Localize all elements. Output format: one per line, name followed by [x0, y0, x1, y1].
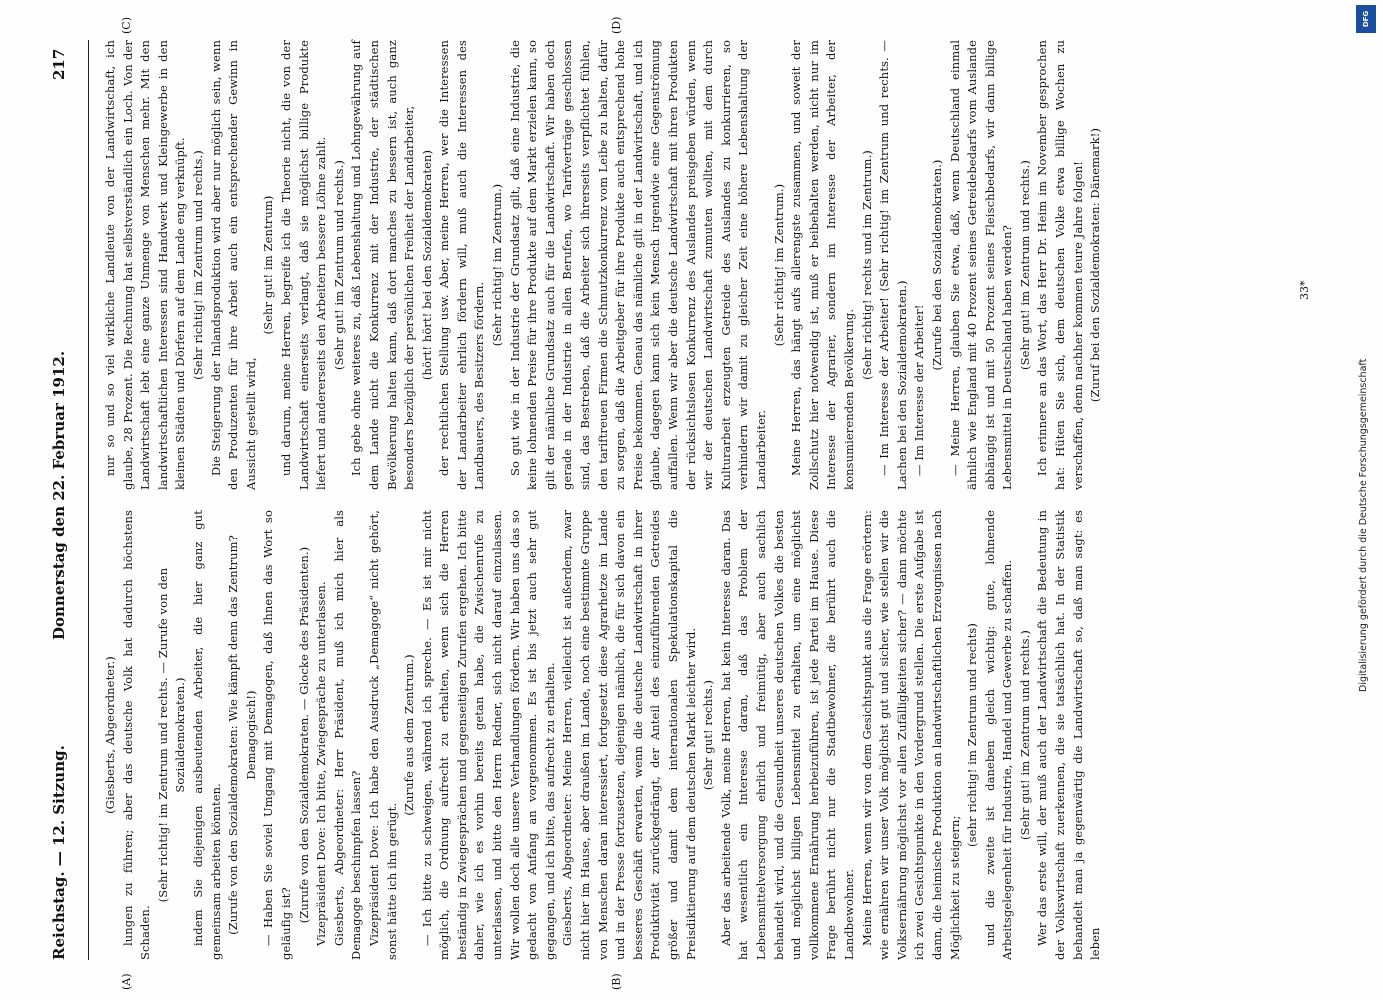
left-column-paragraph: — Haben Sie soviel Umgang mit Demagogen, daß Ihnen das Wort so geläufig ist?: [261, 510, 293, 960]
right-column-paragraph: (Zuruf bei den Sozialdemokraten: Dänemark!): [1088, 127, 1103, 403]
right-column-paragraph: (Sehr gut! im Zentrum und rechts.): [1017, 160, 1032, 370]
rotated-scan-content: [50, 16, 1350, 990]
right-column-paragraph: (Sehr richtig! im Zentrum.): [490, 183, 505, 347]
left-column-paragraph: Vizepräsident Dove: Ich bitte, Zwiegespräche zu unterlassen.: [314, 581, 329, 946]
right-column-paragraph: — Im Interesse der Arbeiter! (Sehr richtig! im Zentrum und rechts. — Lachen bei den Sozialdemokraten.): [877, 40, 909, 490]
left-column-paragraph: (Zurufe aus dem Zentrum.): [402, 654, 417, 816]
left-column-paragraph: indem Sie diejenigen ausbeutenden Arbeiter, die hier ganz gut gemeinsam arbeiten könnten.: [190, 510, 223, 960]
right-column-paragraph: So gut wie in der Industrie der Grundsatz gilt, daß eine Industrie, die keine lohnenden Preise für ihre Produkte auf dem Markt erzielen kann, so gilt der nämliche Grundsatz auch für die Landwirtschaft. Wir haben doch gerade in der Industrie in allen Berufen, wo Tarifverträge geschlossen sind, das Bestreben, daß die Arbeiter sich ihrerseits verpflichtet fühlen, den tariftreuen Firmen die Schmutzkonkurrenz vom Leibe zu halten, dafür zu sorgen, daß die Arbeitgeber für ihre Produkte auch entsprechend hohe Preise bekommen. Genau das nämliche gilt in der Landwirtschaft, und ich glaube, dagegen kann sich kein Mensch irgendwie eine Gegenströmung auffallen. Wenn wir aber die deutsche Landwirtschaft mit ihren Produkten der rücksichtslosen Konkurrenz des Auslandes preisgeben würden, wenn wir der deutschen Landwirtschaft zumuten wollten, mit dem durch Kulturarbeit erzeugten Getreide des Auslandes zu konkurrieren, so verhindern wir damit zu gleicher Zeit eine höhere Lebenshaltung der Landarbeiter.: [507, 40, 768, 490]
left-column-paragraph: (Sehr richtig! im Zentrum und rechts. — Zurufe von den Sozialdemokraten.): [155, 567, 188, 903]
margin-marker-b: (B): [610, 973, 623, 990]
right-column-paragraph: Ich gebe ohne weiteres zu, daß Lebenshaltung und Lohngewährung auf dem Lande nicht die Konkurrenz mit der Industrie, der städtischen Bevölkerung halten kann, daß dort manches zu bessern ist, auch ganz besonders bezüglich der persönlichen Freiheit der Landarbeiter,: [349, 40, 417, 490]
right-column-paragraph: nur so und so viel wirkliche Landleute von der Landwirtschaft, ich glaube, 28 Prozent. Die Rechnung hat selbstverständlich ein Loch. Von der Landwirtschaft lebt eine ganze Unmenge von Menschen mehr. Mit den landwirtschaftlichen Interessen sind Handwerk und Kleingewerbe in den kleinen Städten und Dörfern auf dem Lande eng verknüpft.: [103, 40, 188, 490]
page-number: 217: [50, 48, 68, 80]
left-column-paragraph: lungen zu führen; aber das deutsche Volk hat dadurch höchstens Schaden.: [120, 510, 153, 960]
left-column-paragraph: (Sehr gut! im Zentrum und rechts.): [1017, 630, 1032, 840]
funding-caption: Digitalisierung gefördert durch die Deutsche Forschungsgemeinschaft: [1358, 358, 1369, 692]
margin-marker-d: (D): [610, 16, 623, 34]
right-column-paragraph: Meine Herren, das hängt aufs allerengste zusammen, und soweit der Zollschutz hier notwendig ist, muß er beibehalten werden, nicht nur im Interesse der Agrarier, sondern im Interesse der Arbeiter, der konsumierenden Bevölkerung.: [789, 40, 856, 490]
running-header: [50, 40, 74, 960]
right-column-paragraph: (Sehr richtig! im Zentrum und rechts.): [190, 150, 205, 380]
header-center: Donnerstag den 22. Februar 1912.: [50, 350, 68, 640]
left-column-paragraph: (Zurufe von den Sozialdemokraten: Wie kämpft denn das Zentrum? Demagogisch!): [226, 535, 258, 935]
sidebar: [1353, 5, 1379, 995]
margin-marker-c: (C): [120, 17, 133, 34]
footer-mark: 33*: [1298, 280, 1311, 300]
margin-marker-a: (A): [120, 973, 133, 990]
left-column-paragraph: Giesberts, Abgeordneter: Meine Herren, vielleicht ist außerdem, zwar nicht hier im Hause, aber draußen im Lande, noch eine bestimmte Gruppe von Menschen daran interessiert, fortgesetzt diese Agrarhetze im Lande und in der Presse fortzusetzen, diejenigen nämlich, die für sich davon ein besseres Geschäft erwarten, wenn die deutsche Landwirtschaft in ihrer Produktivität zurückgedrängt, der Anteil des einzuführenden Getreides größer und damit dem internationalen Spekulationskapital die Preisdiktierung auf dem deutschen Markt leichter wird.: [560, 510, 698, 960]
right-column-paragraph: — Meine Herren, glauben Sie etwa, daß, wenn Deutschland einmal ähnlich wie England mit 40 Prozent seines Getreidebedarfs vom Auslande abhängig ist und mit 50 Prozent seines Fleischbedarfs, wir dann billige Lebensmittel in Deutschland haben werden?: [947, 40, 1015, 490]
left-column-paragraph: Wer das erste will, der muß auch der Landwirtschaft die Bedeutung in der Volkswirtschaft zuerkennen, die sie tatsächlich hat. In der Statistik behandelt man ja gegenwärtig die Landwirtschaft so, daß man sagt: es leben: [1035, 510, 1103, 960]
right-column-paragraph: Ich erinnere an das Wort, das Herr Dr. Heim im November gesprochen hat: Hüten Sie sich, dem deutschen Volke etwa billige Wochen zu verschaffen, denn nachher kommen teure Jahre folgen!: [1035, 40, 1085, 490]
right-column-paragraph: und darum, meine Herren, begreife ich die Theorie nicht, die von der Landwirtschaft einerseits verlangt, daß sie möglichst billige Produkte liefert und andererseits den Arbeitern bessere Löhne zahlt.: [278, 40, 329, 490]
left-column-paragraph: Meine Herren, wenn wir von dem Gesichtspunkt aus die Frage erörtern: wie ernähren wir unser Volk möglichst gut und sicher, wie stellen wir die Volksernährung möglichst vor allen Zufälligkeiten sicher? — dann möchte ich zwei Gesichtspunkte in den Vordergrund stellen. Die erste Aufgabe ist dann, die heimische Produktion an landwirtschaftlichen Erzeugnissen nach Möglichkeit zu steigern;: [859, 510, 962, 960]
right-column-paragraph: der rechtlichen Stellung usw. Aber, meine Herren, wer die Interessen der Landarbeiter ehrlich fördern will, muß auch die Interessen des Landbauers, des Besitzers fördern.: [437, 40, 487, 490]
left-column-paragraph: Giesberts, Abgeordneter: Herr Präsident, muß ich mich hier als Demagoge beschimpfen lassen?: [331, 510, 364, 960]
right-column-paragraph: (Sehr gut! im Zentrum und rechts.): [331, 160, 346, 370]
left-column-paragraph: und die zweite ist daneben gleich wichtig: gute, lohnende Arbeitsgelegenheit für Industrie, Handel und Gewerbe zu schaffen.: [982, 510, 1015, 960]
right-column-paragraph: (Sehr gut! im Zentrum): [261, 195, 276, 335]
dfg-logo: DFG: [1356, 5, 1376, 33]
right-column: [102, 40, 1105, 490]
header-left: Reichstag. — 12. Sitzung.: [50, 745, 68, 960]
left-column-paragraph: (Sehr gut! rechts.): [701, 679, 716, 791]
left-column-paragraph: (sehr richtig! im Zentrum und rechts): [965, 623, 980, 847]
left-column-paragraph: (Zurufe von den Sozialdemokraten. — Glocke des Präsidenten.): [296, 546, 311, 924]
header-rule: [88, 40, 89, 960]
right-column-paragraph: (hört! hört! bei den Sozialdemokraten): [419, 149, 434, 381]
right-column-paragraph: Die Steigerung der Inlandsproduktion wird aber nur möglich sein, wenn den Produzenten für ihre Arbeit auch ein entsprechender Gewinn in Aussicht gestellt wird,: [208, 40, 258, 490]
right-column-paragraph: (Sehr richtig! rechts und im Zentrum.): [859, 150, 874, 380]
left-column: [102, 510, 1105, 960]
left-column-paragraph: Vizepräsident Dove: Ich habe den Ausdruck „Demagoge“ nicht gehört, sonst hätte ich ihn gerügt.: [366, 510, 399, 960]
left-column-paragraph: (Giesberts, Abgeordneter.): [103, 656, 117, 814]
left-column-paragraph: — Ich bitte zu schweigen, während ich spreche. — Es ist mir nicht möglich, die Ordnung aufrecht zu erhalten, wenn sich die Herren beständig in Zwiegesprächen und gegenseitigen Zurufen ergehen. Ich bitte daher, wie ich es vorhin bereits getan habe, die Zwischenrufe zu unterlassen, und bitte den Herrn Redner, sich nicht darauf einzulassen. Wir wollen doch alle unsere Verhandlungen fördern. Wir haben uns das so gedacht von Anfang an vorgenommen. Es ist bis jetzt auch sehr gut gegangen, und ich bitte, das aufrecht zu erhalten.: [419, 510, 557, 960]
right-column-paragraph: (Zurufe bei den Sozialdemokraten.): [929, 159, 944, 371]
right-column-paragraph: — Im Interesse der Arbeiter!: [912, 304, 927, 476]
left-column-paragraph: Aber das arbeitende Volk, meine Herren, hat kein Interesse daran. Das hat wesentlich ein Interesse daran, daß das Problem der Lebensmittelversorgung ehrlich und freimütig, aber auch sachlich behandelt wird, und die Gesundheit unseres deutschen Volkes die besten und möglichst billigen Lebensmittel zu erhalten, um eine möglichst vollkommene Ernährung herbeizuführen, ist jede Partei im Hause. Diese Frage berührt nicht nur die Stadtbewohner, die berührt auch die Landbewohner.: [718, 510, 856, 960]
right-column-paragraph: (Sehr richtig! im Zentrum.): [771, 183, 786, 347]
